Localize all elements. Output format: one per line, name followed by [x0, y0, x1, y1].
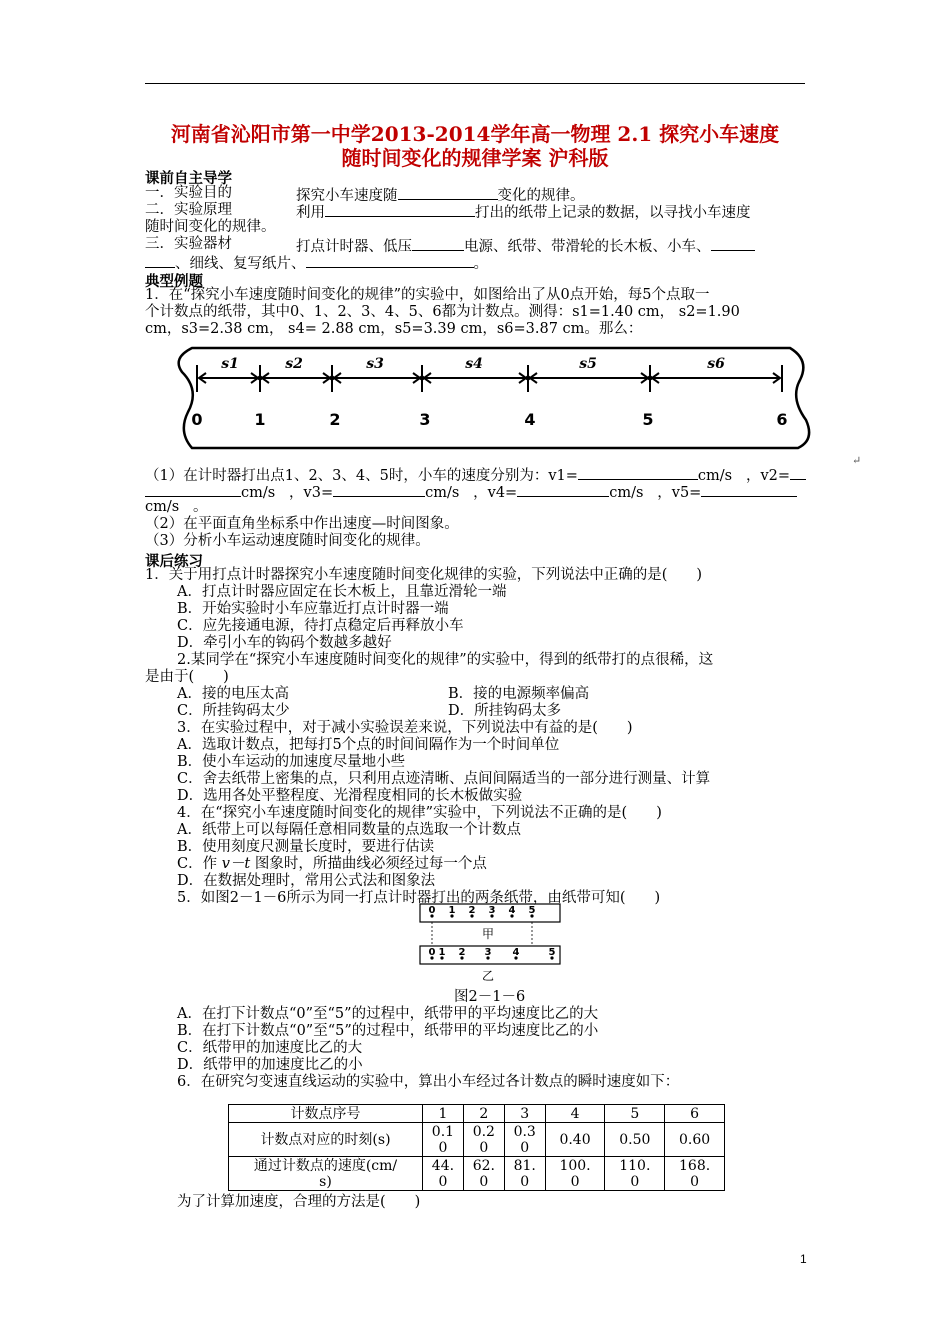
- post-q4-optB: B．使用刻度尺测量长度时，要进行估读: [177, 839, 435, 855]
- table-cell: 0.60: [665, 1123, 725, 1157]
- table-cell: 0.1 0: [422, 1123, 463, 1157]
- fig-yi-point-5: 5: [548, 947, 556, 958]
- fig-yi-point-3: 3: [484, 947, 492, 958]
- v1-blank: [578, 465, 698, 480]
- fig-jia-point-2: 2: [468, 905, 476, 916]
- post-q5-optB: B．在打下计数点“0”至“5”的过程中，纸带甲的平均速度比乙的小: [177, 1023, 599, 1039]
- table-cell: 44. 0: [422, 1157, 463, 1191]
- fig-yi-point-4: 4: [512, 947, 520, 958]
- table-cell: 5: [605, 1105, 665, 1123]
- tape-point-4: 4: [524, 410, 536, 429]
- pre-item3-label: 三．实验器材: [145, 236, 232, 252]
- v2-blank-cont: [145, 482, 241, 497]
- post-q4-optA: A．纸带上可以每隔任意相同数量的点选取一个计数点: [177, 822, 521, 838]
- section-heading-pre: 课前自主导学: [145, 171, 232, 187]
- v3-blank: [333, 482, 425, 497]
- tape-point-5: 5: [642, 410, 654, 429]
- post-q3-optC: C．舍去纸带上密集的点，只利用点迹清晰、点间间隔适当的一部分进行测量、计算: [177, 771, 711, 787]
- table-cell: 3: [504, 1105, 545, 1123]
- tape-point-2: 2: [329, 410, 341, 429]
- example-p3: cm，s3=2.38 cm， s4= 2.88 cm，s5=3.39 cm，s6=3.87 cm。那么：: [145, 321, 643, 337]
- table-row: [229, 1123, 725, 1157]
- paper-tape-figure: [170, 340, 820, 455]
- section-heading-example: 典型例题: [145, 274, 203, 290]
- fig-yi-point-2: 2: [458, 947, 466, 958]
- post-q2-optA: A．接的电压太高: [177, 686, 289, 702]
- table-cell: 计数点序号: [229, 1105, 423, 1123]
- fig-jia-point-0: 0: [428, 905, 436, 916]
- post-q3: 3．在实验过程中，对于减小实验误差来说，下列说法中有益的是( ): [177, 720, 633, 736]
- section-heading-post: 课后练习: [145, 554, 203, 570]
- tape-label-s5: s5: [579, 356, 597, 372]
- table-cell: 0.3 0: [504, 1123, 545, 1157]
- tape-label-s3: s3: [366, 356, 384, 372]
- blank: [325, 202, 475, 217]
- v5-blank: [701, 482, 797, 497]
- header-rule: [145, 83, 805, 84]
- post-q4-optD: D．在数据处理时，常用公式法和图象法: [177, 873, 436, 889]
- post-q5-optC: C．纸带甲的加速度比乙的大: [177, 1040, 363, 1056]
- page-number: 1: [800, 1252, 807, 1266]
- tape-label-s1: s1: [221, 356, 239, 372]
- example-q1-line3: cm/s 。: [145, 499, 208, 515]
- post-q5: 5．如图2－1－6所示为同一打点计时器打出的两条纸带，由纸带可知( ): [177, 890, 661, 906]
- fig-yi-point-1: 1: [438, 947, 446, 958]
- example-q1-line1: （1）在计时器打出点1、2、3、4、5时，小车的速度分别为：v1= cm/s ，v2=: [145, 465, 806, 485]
- pre-item3-text: 打点计时器、低压 电源、纸带、带滑轮的长木板、小车、: [296, 236, 755, 256]
- table-row: [229, 1105, 725, 1123]
- post-q2-optD: D．所挂钩码太多: [448, 703, 562, 719]
- post-q1-optB: B．开始实验时小车应靠近打点计时器一端: [177, 601, 449, 617]
- fig-jia-point-3: 3: [488, 905, 496, 916]
- figure-2-1-6: [410, 902, 570, 1002]
- blank: [306, 253, 474, 268]
- post-q1: 1．关于用打点计时器探究小车速度随时间变化规律的实验，下列说法中正确的是( ): [145, 567, 703, 583]
- table-row: [229, 1157, 725, 1191]
- doc-title-line1: 河南省沁阳市第一中学2013-2014学年高一物理 2.1 探究小车速度: [170, 122, 780, 146]
- post-q5-optA: A．在打下计数点“0”至“5”的过程中，纸带甲的平均速度比乙的大: [177, 1006, 599, 1022]
- post-q4: 4．在“探究小车速度随时间变化的规律”实验中，下列说法不正确的是( ): [177, 805, 662, 821]
- pre-item1-text: 探究小车速度随 变化的规律。: [296, 185, 585, 205]
- tape-label-s2: s2: [285, 356, 303, 372]
- tape-point-6: 6: [776, 410, 788, 429]
- table-cell: 0.2 0: [463, 1123, 504, 1157]
- pre-item2-label: 二．实验原理: [145, 202, 232, 218]
- tape-point-1: 1: [254, 410, 266, 429]
- figure-caption: 图2－1－6: [454, 989, 526, 1005]
- post-q2-optB: B．接的电源频率偏高: [448, 686, 590, 702]
- table-cell: 81. 0: [504, 1157, 545, 1191]
- margin-return-mark: ↵: [852, 454, 862, 467]
- tape-label-s6: s6: [707, 356, 725, 372]
- doc-title-line2: 随时间变化的规律学案 沪科版: [341, 146, 609, 170]
- velocity-table: [228, 1104, 725, 1191]
- table-cell: 通过计数点的速度(cm/ s): [229, 1157, 423, 1191]
- example-q1-line2: cm/s ，v3= cm/s ，v4= cm/s ，v5=: [145, 482, 797, 502]
- table-cell: 100. 0: [545, 1157, 605, 1191]
- pre-item2-line2: 随时间变化的规律。: [145, 219, 276, 235]
- pre-item3-line2: 、细线、复写纸片、 。: [145, 253, 488, 273]
- fig-label-jia: 甲: [481, 927, 495, 941]
- post-q1-optA: A．打点计时器应固定在长木板上，且靠近滑轮一端: [177, 584, 507, 600]
- table-cell: 6: [665, 1105, 725, 1123]
- blank: [145, 253, 175, 268]
- tape-point-3: 3: [419, 410, 431, 429]
- tape-point-0: 0: [191, 410, 203, 429]
- tape-label-s4: s4: [465, 356, 483, 372]
- pre-item1-label: 一．实验目的: [145, 185, 232, 201]
- table-cell: 1: [422, 1105, 463, 1123]
- fig-jia-point-4: 4: [508, 905, 516, 916]
- post-q1-optD: D．牵引小车的钩码个数越多越好: [177, 635, 392, 651]
- post-q5-optD: D．纸带甲的加速度比乙的小: [177, 1057, 363, 1073]
- table-cell: 4: [545, 1105, 605, 1123]
- table-cell: 168. 0: [665, 1157, 725, 1191]
- fig-jia-point-5: 5: [528, 905, 536, 916]
- post-q6-tail: 为了计算加速度，合理的方法是( ): [177, 1194, 421, 1210]
- blank: [711, 236, 755, 251]
- example-q2: （2）在平面直角坐标系中作出速度—时间图象。: [145, 516, 459, 532]
- blank: [398, 185, 498, 200]
- post-q2-line1: 2.某同学在“探究小车速度随时间变化的规律”的实验中，得到的纸带打的点很稀，这: [177, 652, 714, 668]
- fig-jia-point-1: 1: [448, 905, 456, 916]
- post-q2-optC: C．所挂钩码太少: [177, 703, 290, 719]
- post-q1-optC: C．应先接通电源，待打点稳定后再释放小车: [177, 618, 464, 634]
- fig-label-yi: 乙: [481, 969, 495, 983]
- table-cell: 计数点对应的时刻(s): [229, 1123, 423, 1157]
- post-q3-optB: B．使小车运动的加速度尽量地小些: [177, 754, 406, 770]
- example-p1: 1．在“探究小车速度随时间变化的规律”的实验中，如图给出了从0点开始，每5个点取一: [145, 287, 710, 303]
- post-q2-line2: 是由于( ): [145, 669, 229, 685]
- table-cell: 0.50: [605, 1123, 665, 1157]
- pre-item2-text: 利用 打出的纸带上记录的数据，以寻找小车速度: [296, 202, 751, 222]
- table-cell: 62. 0: [463, 1157, 504, 1191]
- blank: [412, 236, 464, 251]
- fig-yi-point-0: 0: [428, 947, 436, 958]
- table-cell: 0.40: [545, 1123, 605, 1157]
- table-cell: 2: [463, 1105, 504, 1123]
- post-q3-optA: A．选取计数点，把每打5个点的时间间隔作为一个时间单位: [177, 737, 560, 753]
- example-p2: 个计数点的纸带，其中0、1、2、3、4、5、6都为计数点。测得：s1=1.40 cm， s2=1.90: [145, 304, 740, 320]
- post-q6: 6．在研究匀变速直线运动的实验中，算出小车经过各计数点的瞬时速度如下：: [177, 1074, 680, 1090]
- table-cell: 110. 0: [605, 1157, 665, 1191]
- v4-blank: [517, 482, 609, 497]
- v2-blank: [790, 465, 806, 480]
- example-q3: （3）分析小车运动速度随时间变化的规律。: [145, 533, 430, 549]
- post-q3-optD: D．选用各处平整程度、光滑程度相同的长木板做实验: [177, 788, 523, 804]
- post-q4-optC: C．作 v－t 图象时，所描曲线必须经过每一个点: [177, 856, 487, 872]
